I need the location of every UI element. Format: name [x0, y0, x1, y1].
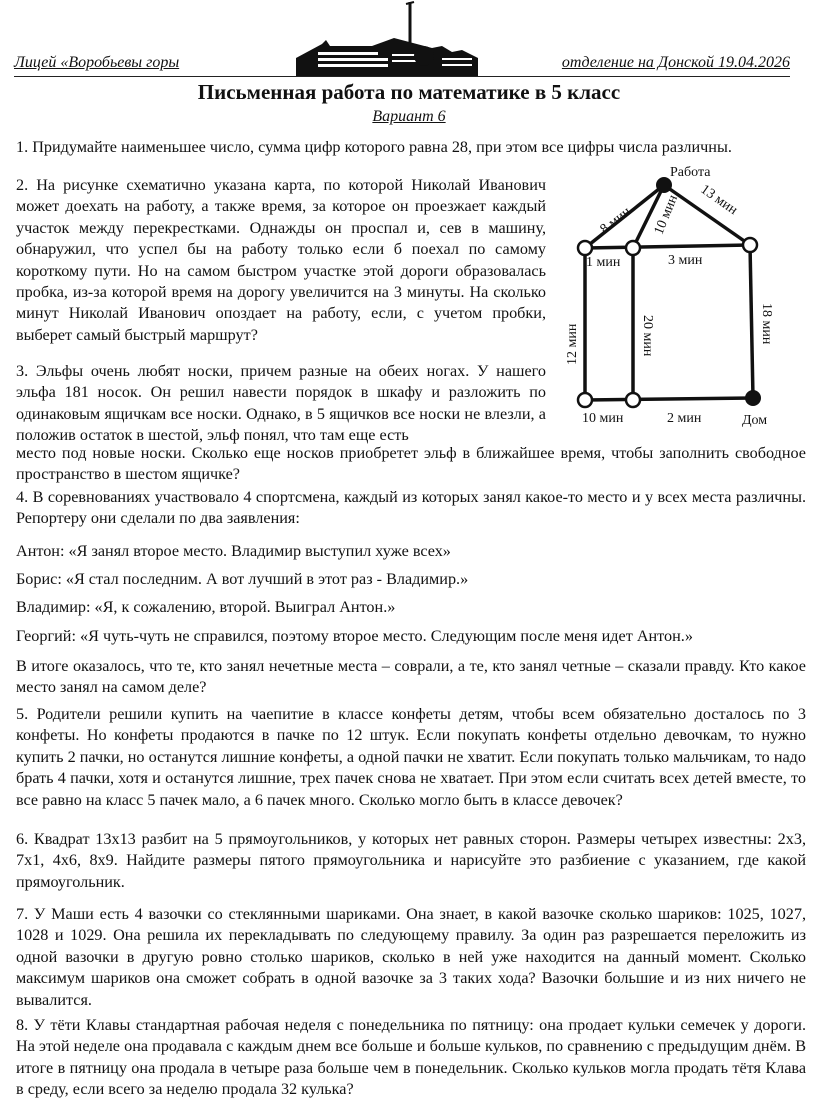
intersection-node-icon — [743, 238, 757, 252]
home-label: Дом — [742, 413, 768, 428]
work-label: Работа — [670, 165, 711, 180]
problem-1: 1. Придумайте наименьшее число, сумма цифр которого равна 28, при этом все цифры числа различны. — [16, 138, 732, 156]
problem-6: 6. Квадрат 13х13 разбит на 5 прямоугольников, у которых нет равных сторон. Размеры четырех известны: 2х3, 7х1, 4х6, 8х9. Найдите размеры пятого прямоугольника и нарисуйте это разбиение с указанием, где какой прямоугольник. — [16, 830, 806, 891]
problem-3-part-1: 3. Эльфы очень любят носки, причем разные на обеих ногах. У нашего эльфа 181 носок. Он решил навести порядок в шкафу и разложить по одинаковым ящичкам все носки. Однако, в 5 ящичков все носки не влезли, а положив остаток в шестой, эльф понял, что там еще есть — [16, 362, 546, 445]
edge-label-left-to-work: 8 мин — [597, 204, 634, 238]
edge-label-right-to-work: 13 мин — [697, 182, 741, 219]
edge-label-top-mid-right: 3 мин — [668, 253, 703, 268]
home-node-icon — [745, 390, 761, 406]
problem-5: 5. Родители решили купить на чаепитие в классе конфеты детям, чтобы всем обязательно досталось по 3 конфеты. Но конфеты продаются в пачке по 12 штук. Если покупать конфеты отдельно девочкам, то нужно купить 2 пачки, но останутся лишние конфеты, а одной пачки не хватит. Если покупать только мальчикам, то надо брать 4 пачки, хотя и останутся лишние, трех пачек снова не хватает. При этом если считать всех детей вместе, то все равно на класс 5 пачек мало, а 6 пачек много. Сколько могло быть в классе девочек? — [16, 705, 806, 809]
edge-label-right-vertical: 18 мин — [759, 303, 774, 345]
problem-3-part-2: место под новые носки. Сколько еще носков приобретет эльф в ближайшее время, чтобы заполнить свободное пространство в шестом ящичке? — [16, 444, 806, 484]
edge-label-mid-to-work: 10 мин — [651, 192, 682, 237]
statement-anton: Антон: «Я занял второе место. Владимир выступил хуже всех» — [16, 542, 451, 560]
document-header — [14, 0, 790, 80]
edge-label-mid-vertical: 20 мин — [640, 315, 655, 357]
problem-8: 8. У тёти Клавы стандартная рабочая неделя с понедельника по пятницу: она продает кульки семечек у дороги. На этой неделе она продавала с каждым днем все больше и больше кульков, по сравнению с предыдущим днём. В итоге в пятницу она продала в четыре раза больше чем в понедельник. Сколько кульков могла продать тётя Клава в среду, если всего за неделю продала 32 кулька? — [16, 1016, 806, 1099]
statement-vladimir: Владимир: «Я, к сожалению, второй. Выиграл Антон.» — [16, 598, 396, 616]
problem-4-outro: В итоге оказалось, что те, кто занял нечетные места – соврали, а те, кто занял четные – сказали правду. Кто какое место занял на самом деле? — [16, 657, 806, 697]
variant-label: Вариант 6 — [372, 108, 446, 125]
statement-boris: Борис: «Я стал последним. А вот лучший в этот раз - Владимир.» — [16, 570, 469, 588]
page-title: Письменная работа по математике в 5 класс — [197, 80, 621, 104]
edge-label-top-left-mid: 1 мин — [586, 255, 621, 270]
edge-label-bottom-mid-home: 2 мин — [667, 411, 702, 426]
header-divider — [14, 76, 790, 77]
intersection-node-icon — [626, 241, 640, 255]
school-name: Лицей «Воробьевы горы — [14, 54, 180, 71]
problem-7: 7. У Маши есть 4 вазочки со стеклянными шариками. Она знает, в какой вазочке сколько шариков: 1025, 1027, 1028 и 1029. Она решила их перекладывать по следующему правилу. За один раз разрешается переложить из одной вазочки в другую ровно столько шариков, сколько в ней уже находится на данный момент. Сколько максимум шариков она сможет собрать в одной вазочке за 3 таких хода? Вазочки большие и из них ничего не вывалится. — [16, 905, 806, 1009]
branch-and-date: отделение на Донской 19.04.2026 — [561, 54, 790, 71]
intersection-node-icon — [626, 393, 640, 407]
problem-4-intro: 4. В соревнованиях участвовало 4 спортсмена, каждый из которых занял какое-то место и у всех места различны. Репортеру они сделали по два заявления: — [16, 488, 806, 528]
statement-georgy: Георгий: «Я чуть-чуть не справился, поэтому второе место. Следующим после меня идет Антон.» — [16, 627, 693, 645]
problem-2: 2. На рисунке схематично указана карта, по которой Николай Иванович может доехать на работу, а также время, за которое он проезжает каждый участок между перекрестками. Однажды он проспал и, сев в машину, обнаружил, что успел бы на работу только если б поехал по самому короткому пути. Но на самом быстром участке этой дороги образовалась пробка, из-за которой время на дорогу увеличится на 3 минуты. На сколько минут Николай Иванович опоздает на работу, если, с учетом пробки, выберет самый быстрый маршрут? — [16, 176, 546, 344]
intersection-node-icon — [578, 241, 592, 255]
route-map-diagram — [560, 160, 810, 430]
school-building-logo-icon — [282, 0, 522, 78]
edge-label-left-vertical: 12 мин — [565, 323, 580, 365]
intersection-node-icon — [578, 393, 592, 407]
edge-label-bottom-left-mid: 10 мин — [582, 411, 624, 426]
